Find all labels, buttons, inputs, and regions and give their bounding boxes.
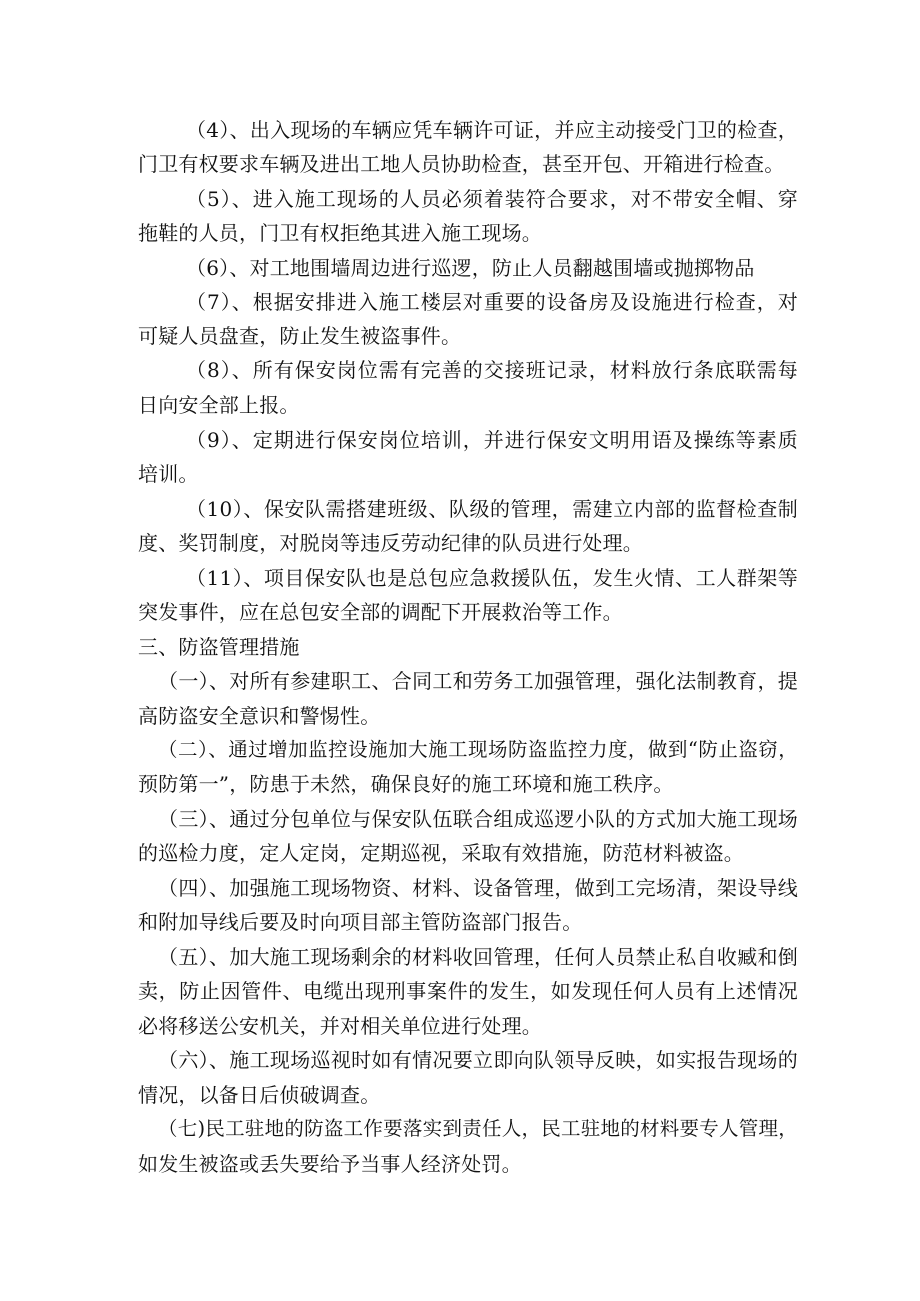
text-line: 和附加导线后要及时向项目部主管防盗部门报告。 (138, 910, 583, 934)
text-line: （五）、加大施工现场剩余的材料收回管理，任何人员禁止私自收臧和倒 (158, 945, 798, 969)
text-line: 拖鞋的人员，门卫有权拒绝其进入施工现场。 (138, 221, 542, 245)
text-line: （11）、项目保安队也是总包应急救援队伍，发生火情、工人群架等 (186, 566, 798, 590)
text-line: （四）、加强施工现场物资、材料、设备管理，做到工完场清，架设导线 (158, 876, 798, 900)
text-line: 日向安全部上报。 (138, 393, 300, 417)
text-line: 门卫有权要求车辆及进出工地人员协助检查，甚至开包、开箱进行检查。 (138, 152, 785, 176)
text-line: （三）、通过分包单位与保安队伍联合组成巡逻小队的方式加大施工现场 (158, 807, 798, 831)
text-line: （7）、根据安排进入施工楼层对重要的设备房及设施进行检查，对 (186, 290, 798, 314)
text-line: 如发生被盗或丢失要给予当事人经济处罚。 (138, 1152, 522, 1176)
text-line: 卖，防止因管件、电缆出现刑事案件的发生，如发现任何人员有上述情况 (138, 979, 798, 1003)
text-line: （8）、所有保安岗位需有完善的交接班记录，材料放行条底联需每 (186, 358, 798, 382)
text-line: 突发事件，应在总包安全部的调配下开展救治等工作。 (138, 600, 623, 624)
text-line: （6）、对工地围墙周边进行巡逻，防止人员翻越围墙或抛掷物品 (186, 256, 755, 280)
text-line: 的巡检力度，定人定岗，定期巡视，采取有效措施，防范材料被盗。 (138, 841, 744, 865)
text-line: （9）、定期进行保安岗位培训，并进行保安文明用语及操练等素质 (186, 428, 798, 452)
text-line: （4）、出入现场的车辆应凭车辆许可证，并应主动接受门卫的检查， (186, 118, 798, 142)
text-line: 度、奖罚制度，对脱岗等违反劳动纪律的队员进行处理。 (138, 531, 643, 555)
text-line: 必将移送公安机关，并对相关单位进行处理。 (138, 1014, 542, 1038)
text-line: （5）、进入施工现场的人员必须着装符合要求，对不带安全帽、穿 (186, 187, 798, 211)
text-line: 可疑人员盘查，防止发生被盗事件。 (138, 324, 462, 348)
section-heading: 三、防盗管理措施 (138, 635, 300, 659)
text-line: （10）、保安队需搭建班级、队级的管理，需建立内部的监督检查制 (186, 497, 798, 521)
text-line: （二）、通过增加监控设施加大施工现场防盗监控力度，做到“防止盗窃， (158, 738, 798, 761)
text-line: 高防盗安全意识和警惕性。 (138, 704, 381, 728)
text-line: 培训。 (138, 462, 199, 486)
text-line: （六）、施工现场巡视时如有情况要立即向队领导反映，如实报告现场的 (158, 1048, 798, 1072)
text-line: （七)民工驻地的防盗工作要落实到责任人，民工驻地的材料要专人管理， (158, 1117, 798, 1140)
text-line: （一）、对所有参建职工、合同工和劳务工加强管理，强化法制教育，提 (158, 669, 798, 693)
text-line: 预防第一”，防患于未然，确保良好的施工环境和施工秩序。 (138, 772, 674, 796)
text-line: 情况，以备日后侦破调查。 (138, 1083, 381, 1107)
